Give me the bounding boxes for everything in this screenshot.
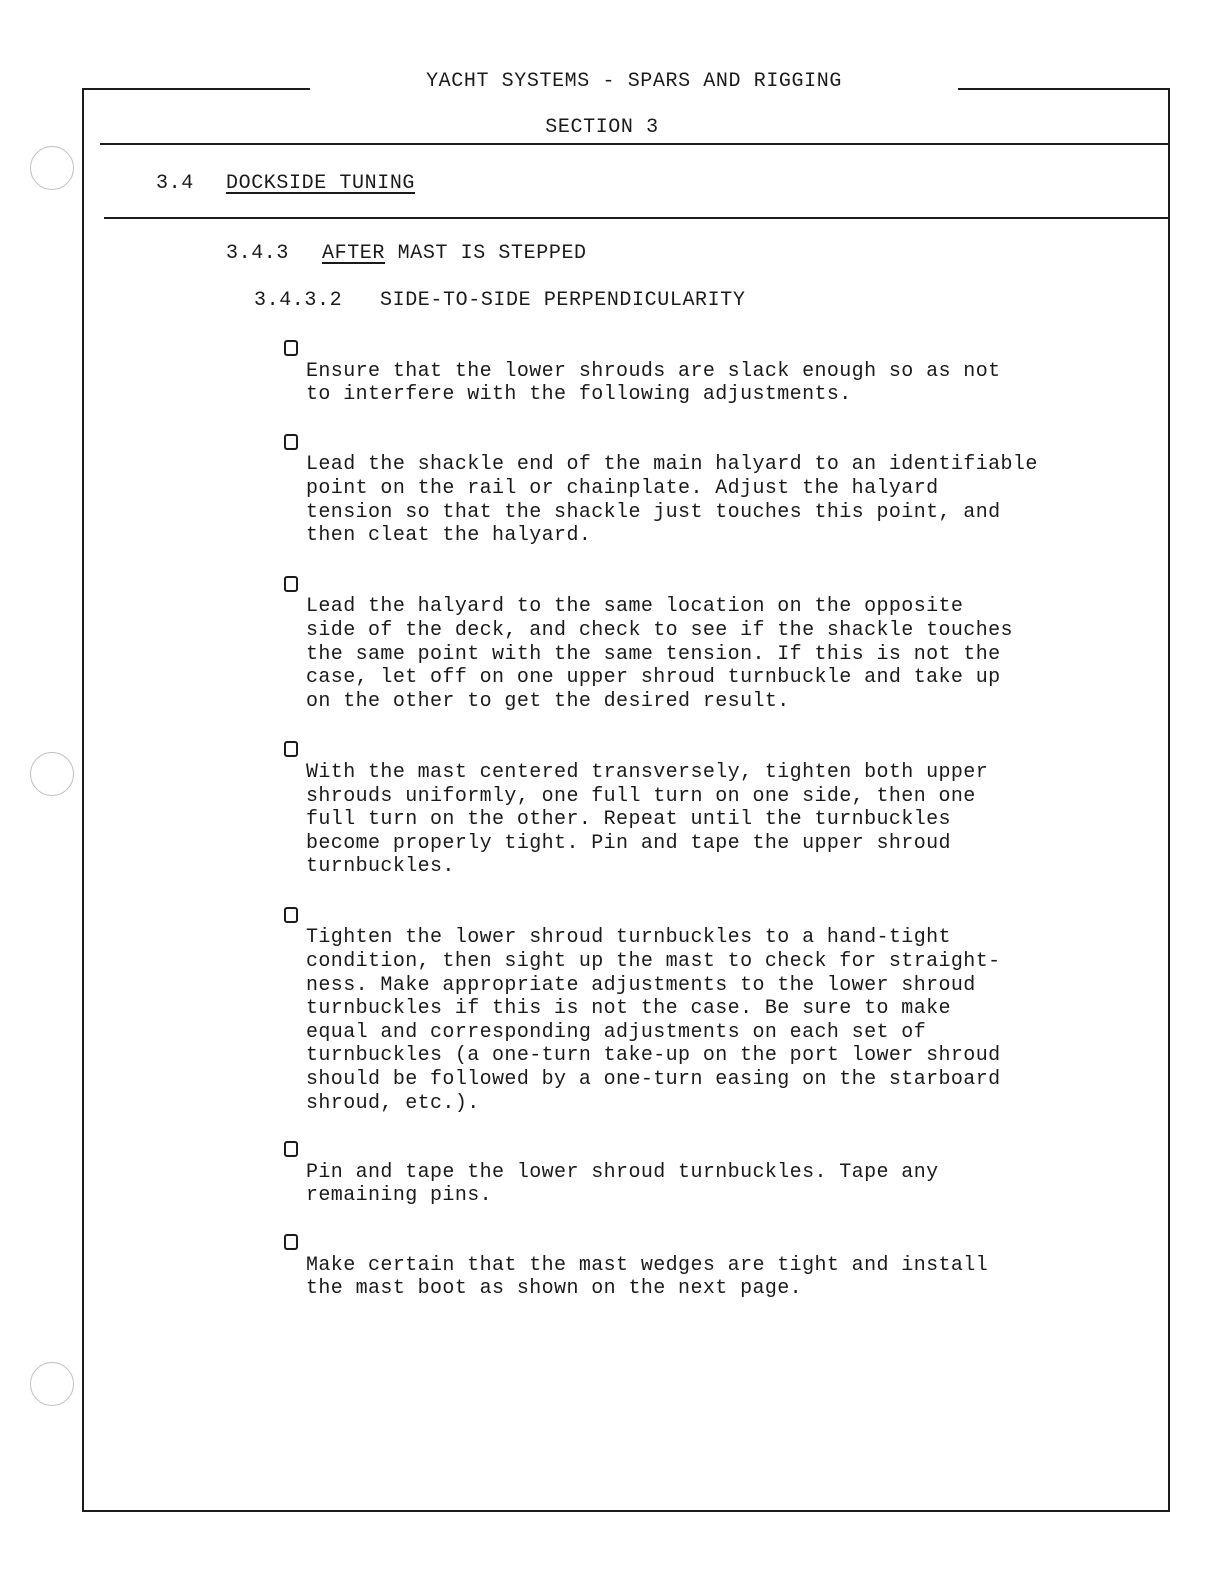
section-divider: [104, 217, 1168, 219]
checklist-item-text: Pin and tape the lower shroud turnbuckles. Tape any remaining pins.: [306, 1160, 939, 1208]
section-label: SECTION 3: [545, 116, 659, 139]
checkbox-icon[interactable]: [284, 741, 298, 757]
binder-punch-hole-top: [30, 146, 74, 190]
checklist-item: [282, 572, 1152, 714]
checkbox-icon[interactable]: [284, 434, 298, 450]
binder-punch-hole-lower: [30, 1362, 74, 1406]
header-divider: [100, 143, 1168, 145]
subsubsection-title: SIDE-TO-SIDE PERPENDICULARITY: [380, 289, 746, 312]
checklist-item-text: Lead the halyard to the same location on the opposite side of the deck, and check to see if the shackle touches the same point with the same tension. If this is not the case, let off on one upper shroud turnbuckle and take up on the other to get the desired result.: [306, 595, 1013, 713]
section-title: DOCKSIDE TUNING: [226, 172, 416, 195]
checklist-item-text: Lead the shackle end of the main halyard to an identifiable point on the rail or chainplate. Adjust the halyard tension so that the shackle just touches this point, and then cleat the halyard.: [306, 453, 1038, 548]
checklist-item: [282, 737, 1152, 879]
subsubsection-heading: [254, 289, 745, 312]
section-heading: [156, 172, 415, 195]
checkbox-icon[interactable]: [284, 340, 298, 356]
subsection-number: 3.4.3: [226, 242, 290, 265]
checklist-item: [282, 1230, 1152, 1301]
checkbox-icon[interactable]: [284, 1141, 298, 1157]
checklist-item-text: With the mast centered transversely, tighten both upper shrouds uniformly, one full turn on one side, then one full turn on the other. Repeat until the turnbuckles become properly tight. Pin and tape the upper shroud turnbuckles.: [306, 760, 989, 879]
subsection-heading: [226, 242, 587, 265]
checklist-item-text: Tighten the lower shroud turnbuckles to a hand-tight condition, then sight up the mast to check for straight- ness. Make appropriate adjustments to the lower shroud turnbuckles if this is not the case. Be sure to make equal and corresponding adjustments on each set of turnbuckles (a one-turn take-up on the port lower shroud should be followed by a one-turn easing on the starboard shroud, etc.).: [306, 926, 1001, 1115]
checklist-item: [282, 336, 1152, 407]
checkbox-icon[interactable]: [284, 576, 298, 592]
subsection-title-underlined: AFTER: [322, 242, 386, 265]
checkbox-icon[interactable]: [284, 907, 298, 923]
checklist: [282, 336, 1152, 1324]
checklist-item: [282, 430, 1152, 548]
checklist-item: [282, 1137, 1152, 1208]
checkbox-icon[interactable]: [284, 1234, 298, 1250]
checklist-item-text: Make certain that the mast wedges are tight and install the mast boot as shown on the next page.: [306, 1253, 989, 1301]
subsection-title-rest: MAST IS STEPPED: [385, 242, 587, 265]
subsubsection-number: 3.4.3.2: [254, 289, 343, 312]
document-header-title: YACHT SYSTEMS - SPARS AND RIGGING: [426, 70, 842, 93]
checklist-item-text: Ensure that the lower shrouds are slack enough so as not to interfere with the following adjustments.: [306, 359, 1001, 407]
checklist-item: [282, 903, 1152, 1115]
section-number: 3.4: [156, 172, 194, 195]
binder-punch-hole-middle: [30, 752, 74, 796]
